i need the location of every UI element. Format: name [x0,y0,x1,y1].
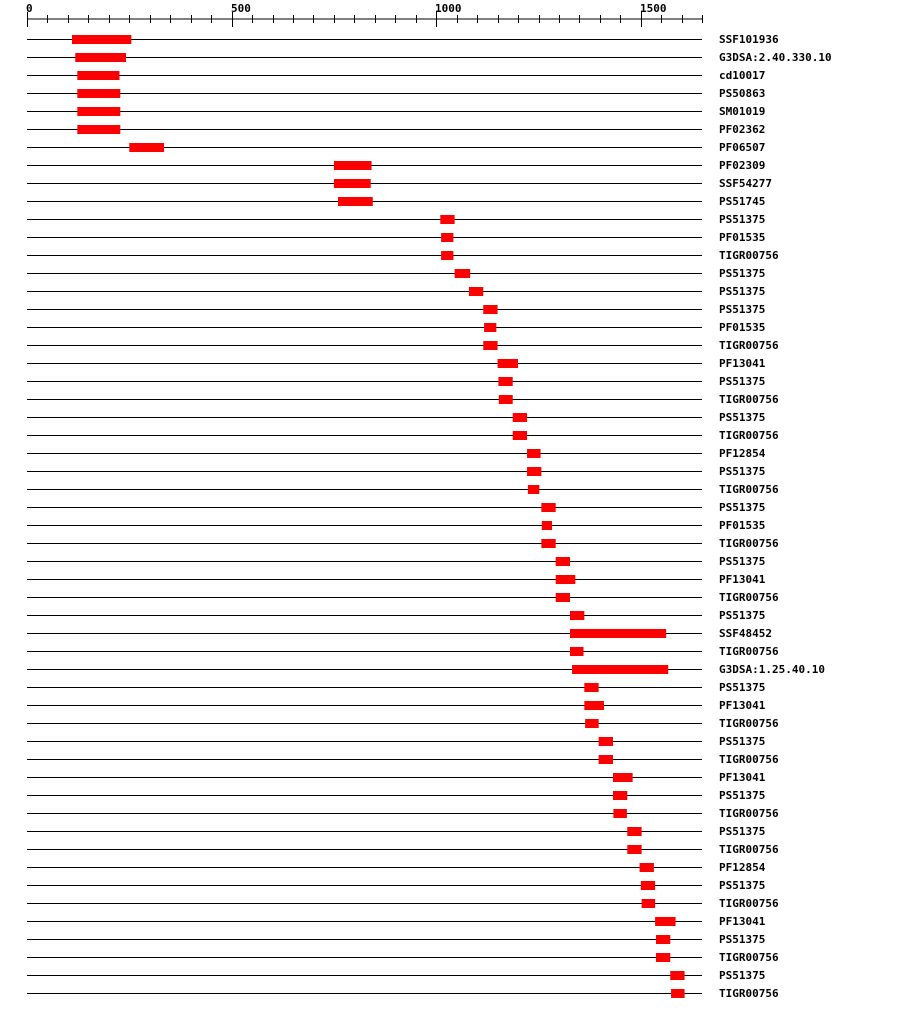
feature-row [27,321,765,334]
feature-row [27,177,772,190]
feature-row [27,105,765,118]
feature-row [27,213,765,226]
feature-label: PF02362 [719,123,766,136]
feature-label: PS50863 [719,87,766,100]
feature-bar[interactable] [541,503,555,512]
feature-bar[interactable] [441,251,453,260]
feature-row [27,141,765,154]
feature-bar[interactable] [129,143,164,152]
feature-row [27,501,765,514]
feature-label: TIGR00756 [719,843,779,856]
feature-row [27,861,766,874]
feature-row [27,465,765,478]
feature-bar[interactable] [671,989,685,998]
feature-row [27,699,766,712]
feature-label: PS51375 [719,789,766,802]
feature-row [27,609,765,622]
feature-label: TIGR00756 [719,951,779,964]
feature-bar[interactable] [570,611,584,620]
feature-bar[interactable] [483,305,497,314]
feature-bar[interactable] [542,521,552,530]
feature-row [27,483,779,496]
feature-bar[interactable] [77,125,120,134]
feature-label: PS51745 [719,195,766,208]
feature-rows [27,33,832,1000]
feature-bar[interactable] [613,791,627,800]
feature-row [27,555,765,568]
feature-row [27,843,779,856]
feature-label: PS51375 [719,969,766,982]
feature-bar[interactable] [572,665,668,674]
feature-bar[interactable] [656,935,670,944]
feature-row [27,87,765,100]
feature-label: TIGR00756 [719,537,779,550]
feature-bar[interactable] [627,827,641,836]
feature-row [27,375,765,388]
feature-bar[interactable] [599,737,613,746]
x-axis [26,2,703,27]
feature-label: PF13041 [719,357,766,370]
feature-bar[interactable] [613,809,627,818]
feature-row [27,681,765,694]
feature-bar[interactable] [585,719,599,728]
feature-row [27,393,779,406]
feature-label: PF13041 [719,573,766,586]
tick-label: 500 [231,2,251,15]
feature-label: PS51375 [719,735,766,748]
feature-label: PS51375 [719,267,766,280]
feature-row [27,519,765,532]
feature-label: SSF54277 [719,177,772,190]
feature-bar[interactable] [528,485,539,494]
feature-label: TIGR00756 [719,987,779,1000]
feature-bar[interactable] [483,341,497,350]
feature-label: TIGR00756 [719,807,779,820]
feature-row [27,339,779,352]
feature-bar[interactable] [75,53,126,62]
feature-bar[interactable] [441,233,453,242]
feature-label: TIGR00756 [719,339,779,352]
feature-label: cd10017 [719,69,766,82]
feature-label: TIGR00756 [719,717,779,730]
feature-row [27,537,779,550]
feature-row [27,627,772,640]
feature-row [27,411,765,424]
tick-label: 1500 [640,2,667,15]
feature-label: PS51375 [719,375,766,388]
feature-bar[interactable] [77,107,120,116]
feature-bar[interactable] [513,431,527,440]
feature-label: PS51375 [719,609,766,622]
feature-label: PF13041 [719,699,766,712]
feature-bar[interactable] [655,917,675,926]
feature-label: TIGR00756 [719,897,779,910]
feature-row [27,69,765,82]
feature-row [27,51,832,64]
feature-row [27,159,765,172]
feature-label: SSF101936 [719,33,779,46]
feature-label: PF06507 [719,141,766,154]
feature-bar[interactable] [334,179,371,188]
feature-label: TIGR00756 [719,753,779,766]
feature-bar[interactable] [498,359,518,368]
feature-row [27,357,766,370]
feature-row [27,753,779,766]
feature-label: PF01535 [719,321,766,334]
feature-row [27,231,765,244]
feature-label: PS51375 [719,933,766,946]
feature-row [27,789,765,802]
feature-row [27,123,765,136]
feature-label: PF13041 [719,771,766,784]
feature-row [27,591,779,604]
feature-label: PS51375 [719,285,766,298]
feature-row [27,879,765,892]
feature-label: SM01019 [719,105,766,118]
feature-row [27,771,766,784]
feature-bar[interactable] [641,881,655,890]
feature-bar[interactable] [642,899,656,908]
feature-label: PS51375 [719,879,766,892]
feature-label: PF02309 [719,159,766,172]
feature-bar[interactable] [670,971,684,980]
feature-bar[interactable] [556,557,570,566]
feature-bar[interactable] [498,377,512,386]
feature-bar[interactable] [541,539,555,548]
feature-row [27,807,779,820]
feature-bar[interactable] [584,701,604,710]
feature-label: PF01535 [719,519,766,532]
feature-bar[interactable] [656,953,670,962]
feature-label: G3DSA:1.25.40.10 [719,663,825,676]
feature-row [27,303,765,316]
feature-bar[interactable] [334,161,372,170]
feature-bar[interactable] [72,35,131,44]
feature-bar[interactable] [599,755,613,764]
feature-row [27,933,765,946]
feature-bar[interactable] [556,575,576,584]
feature-label: PS51375 [719,501,766,514]
feature-bar[interactable] [527,467,541,476]
feature-label: TIGR00756 [719,249,779,262]
feature-row [27,267,765,280]
feature-row [27,645,779,658]
feature-label: SSF48452 [719,627,772,640]
feature-label: TIGR00756 [719,483,779,496]
feature-label: PF13041 [719,915,766,928]
feature-label: PS51375 [719,213,766,226]
feature-row [27,663,825,676]
feature-row [27,897,779,910]
feature-label: PF01535 [719,231,766,244]
feature-row [27,195,765,208]
feature-label: PS51375 [719,411,766,424]
feature-bar[interactable] [640,863,654,872]
feature-row [27,717,779,730]
feature-bar[interactable] [484,323,496,332]
feature-bar[interactable] [77,71,119,80]
feature-row [27,249,779,262]
feature-row [27,951,779,964]
feature-label: TIGR00756 [719,645,779,658]
feature-bar[interactable] [570,647,584,656]
feature-bar[interactable] [513,413,527,422]
feature-row [27,735,765,748]
feature-label: TIGR00756 [719,429,779,442]
feature-bar[interactable] [584,683,598,692]
feature-bar[interactable] [570,629,666,638]
feature-label: PF12854 [719,861,766,874]
feature-bar[interactable] [469,287,483,296]
feature-label: PS51375 [719,555,766,568]
feature-row [27,429,779,442]
feature-label: TIGR00756 [719,393,779,406]
feature-row [27,825,765,838]
feature-bar[interactable] [613,773,633,782]
feature-bar[interactable] [77,89,120,98]
feature-label: G3DSA:2.40.330.10 [719,51,832,64]
feature-bar[interactable] [440,215,454,224]
feature-row [27,915,766,928]
feature-bar[interactable] [556,593,570,602]
feature-label: TIGR00756 [719,591,779,604]
feature-row [27,987,779,1000]
feature-bar[interactable] [499,395,513,404]
feature-bar[interactable] [627,845,641,854]
feature-label: PS51375 [719,681,766,694]
feature-bar[interactable] [338,197,373,206]
feature-bar[interactable] [455,269,471,278]
feature-row [27,573,766,586]
feature-row [27,969,765,982]
feature-label: PF12854 [719,447,766,460]
feature-bar[interactable] [527,449,541,458]
tick-label: 1000 [435,2,462,15]
feature-row [27,285,765,298]
feature-row [27,33,779,46]
feature-row [27,447,766,460]
feature-label: PS51375 [719,303,766,316]
feature-label: PS51375 [719,465,766,478]
feature-label: PS51375 [719,825,766,838]
tick-label: 0 [26,2,33,15]
